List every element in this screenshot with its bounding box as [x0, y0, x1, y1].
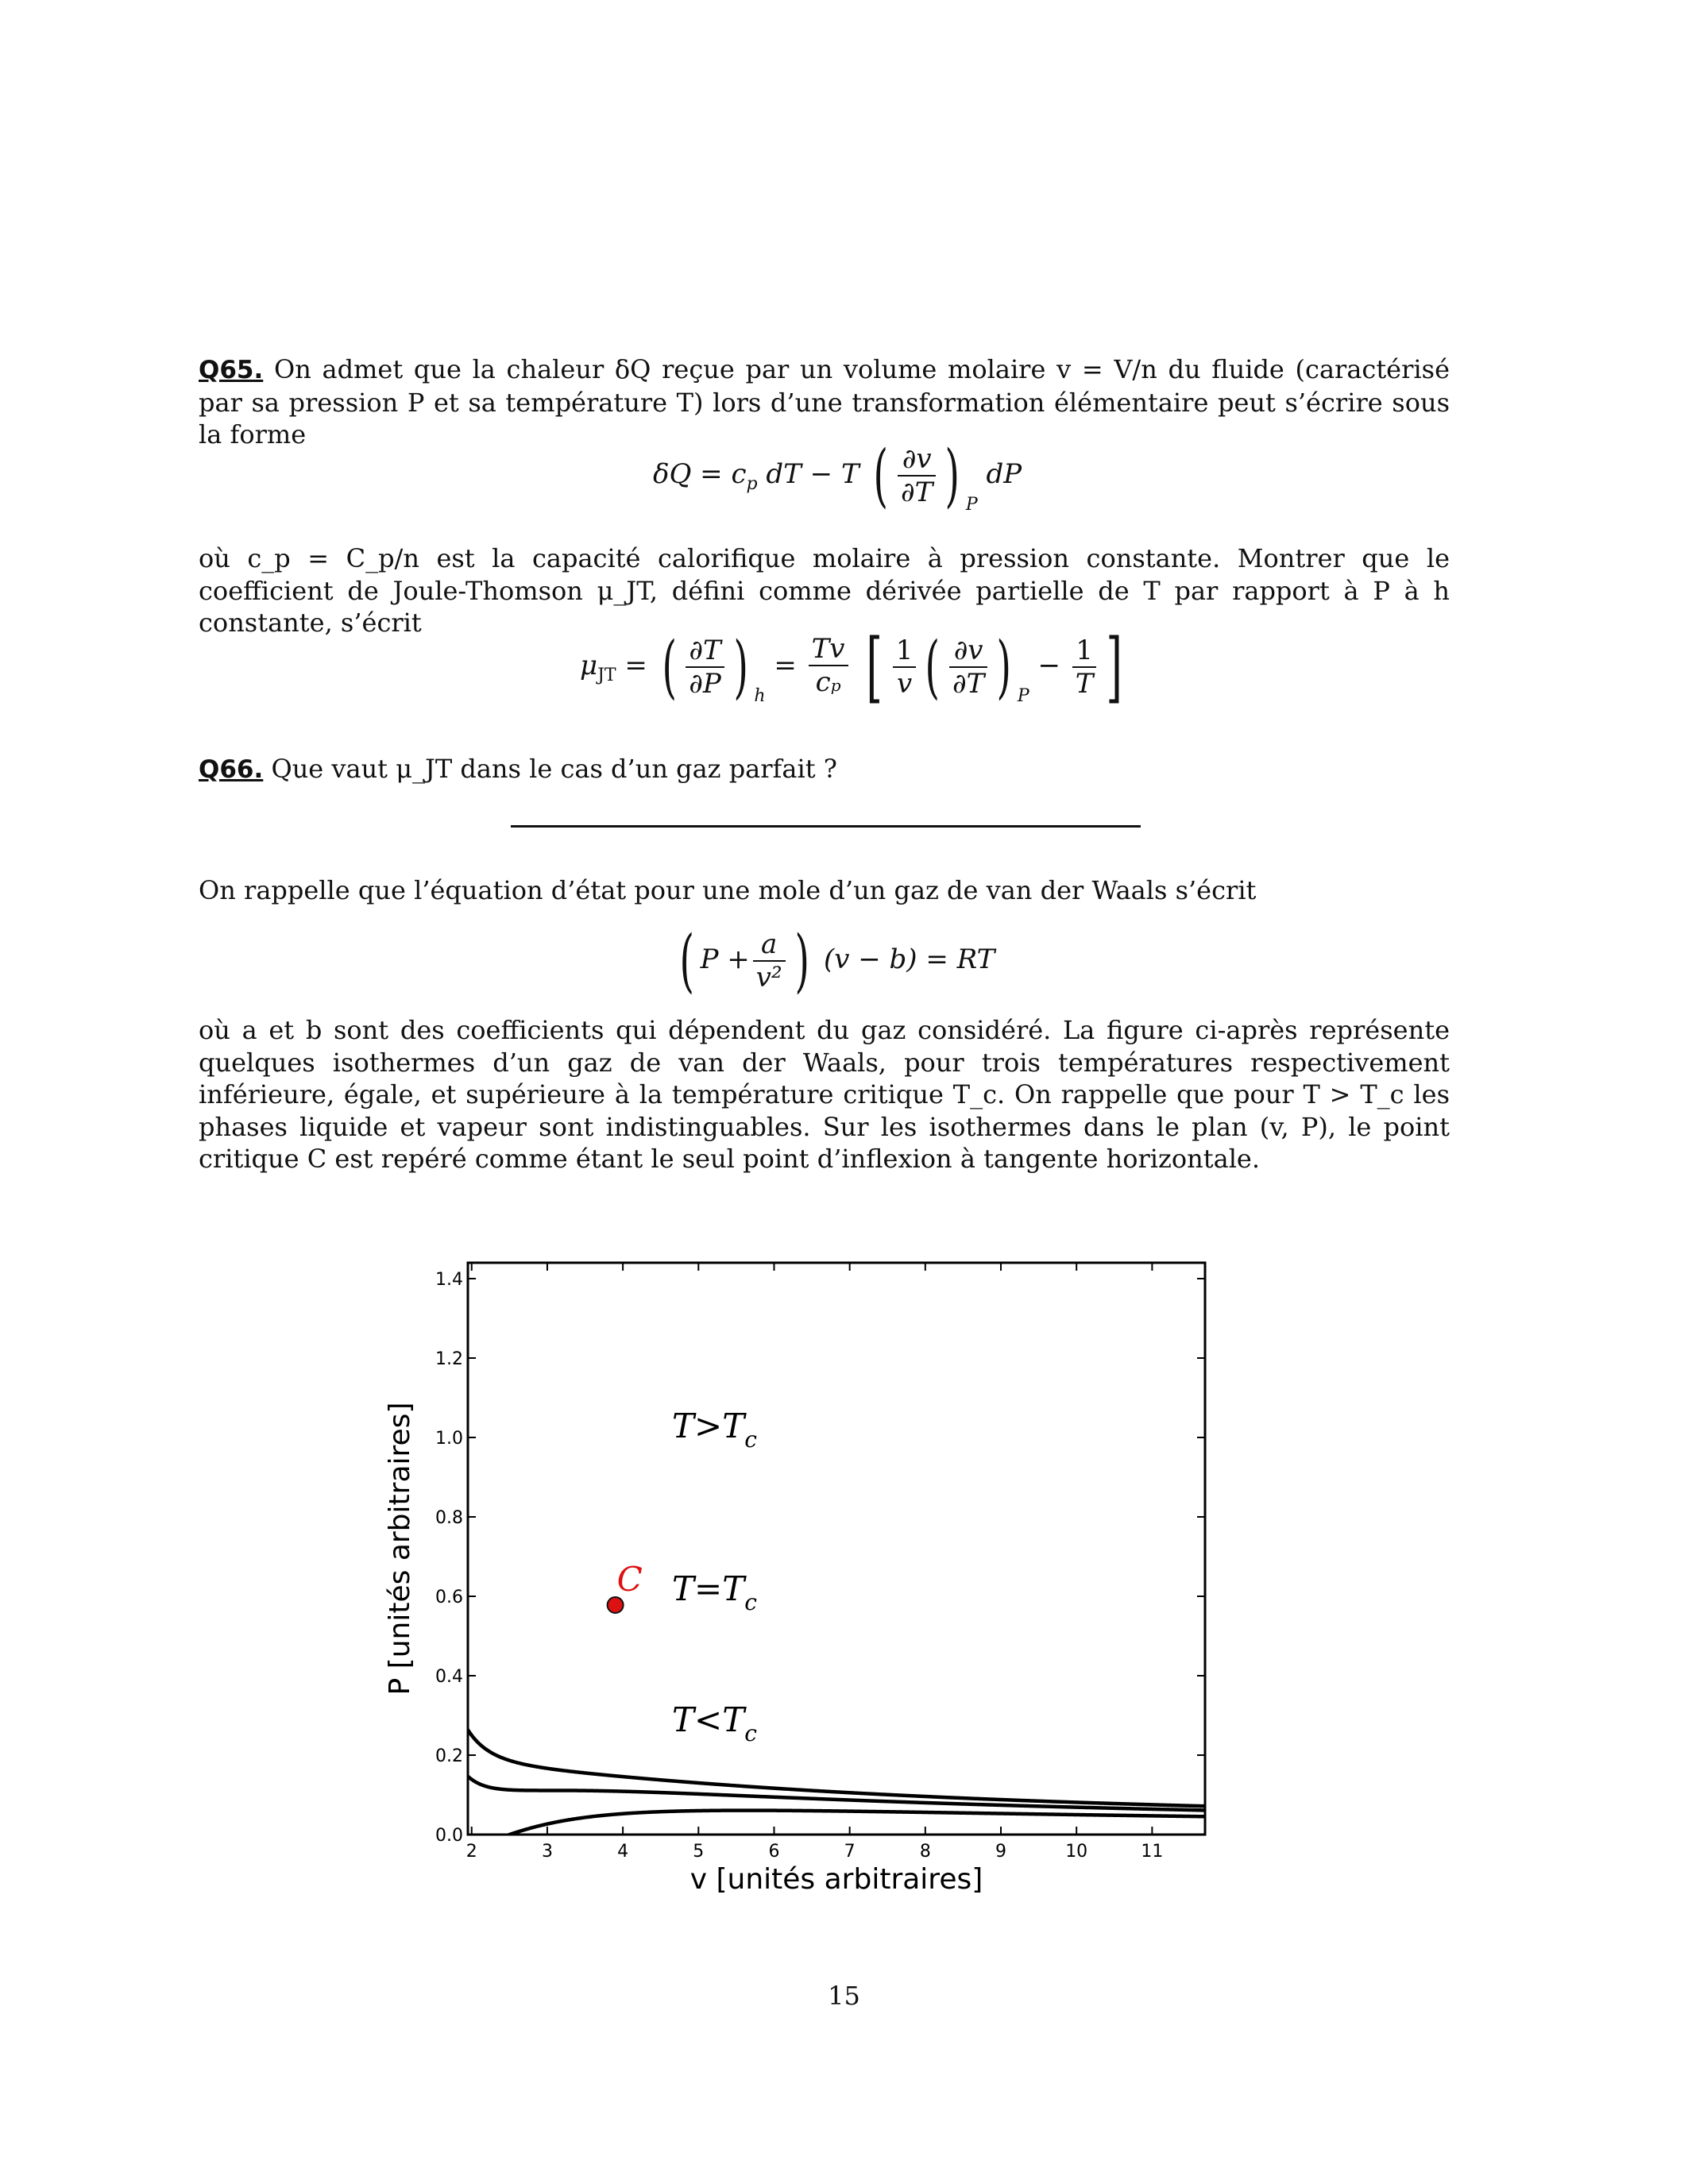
x-tick-label: 6 [768, 1842, 780, 1862]
isotherms-chart [373, 1247, 1247, 1922]
x-tick-label: 9 [995, 1842, 1007, 1862]
q65-text: On admet que la chaleur δQ reçue par un volume molaire v = V/n du fluide (caractérisé par sa pression P et sa température T) lors d’une transformation élémentaire peut s’écrire sous la forme [199, 354, 1450, 450]
q66-label: Q66. [199, 755, 264, 784]
q66-paragraph [199, 753, 1450, 786]
y-tick-label: 0.0 [435, 1826, 463, 1846]
x-tick-label: 8 [919, 1842, 931, 1862]
isotherm-label-2: $T=T_c$ [671, 1569, 757, 1615]
y-axis-label: P [unités arbitraires] [384, 1402, 416, 1696]
plot-area [468, 1263, 1205, 1835]
eq1-tail: dP [986, 458, 1022, 490]
x-tick-label: 10 [1065, 1842, 1088, 1862]
curve-labels [608, 1406, 758, 1746]
x-tick-label: 2 [465, 1842, 477, 1862]
eq1-derivative: $\frac{\partial v}{\partial T}$ [898, 443, 936, 508]
equation-van-der-waals: ( P + $\frac{a}{\text{v²}}$ ) (v − b) = RT [679, 921, 995, 1001]
isotherm-line-1 [464, 1723, 1227, 1807]
y-tick-label: 0.2 [435, 1746, 463, 1766]
page-number: 15 [828, 1981, 860, 2011]
paragraph-vdw-intro: On rappelle que l’équation d’état pour une mole d’un gaz de van der Waals s’écrit [199, 875, 1257, 905]
x-tick-label: 11 [1141, 1842, 1164, 1862]
y-tick-label: 1.2 [435, 1349, 463, 1369]
y-tick-label: 0.4 [435, 1667, 463, 1687]
section-divider [511, 825, 1141, 828]
x-tick-label: 3 [541, 1842, 553, 1862]
y-tick-label: 1.4 [435, 1270, 463, 1290]
x-tick-label: 4 [617, 1842, 629, 1862]
q65-paragraph [199, 353, 1450, 451]
paragraph-vdw-figure: où a et b sont des coefficients qui dépendent du gaz considéré. La figure ci-après représente quelques isothermes d’un gaz de van der Waals, pour trois températures respectivement inférieure, égale, et supérieure à la température critique T_c. On rappelle que pour T > T_c les phases liquide et vapeur sont indistinguables. Sur les isothermes dans le plan (v, P), le point critique C est repéré comme étant le seul point d’inflexion à tangente horizontale. [199, 1015, 1450, 1174]
y-tick-label: 1.0 [435, 1429, 463, 1449]
axis-ticks [435, 1263, 1205, 1862]
critical-point-marker [608, 1597, 624, 1613]
y-tick-label: 0.6 [435, 1588, 463, 1607]
critical-point-label: C [616, 1560, 643, 1599]
q66-text: Que vaut μ_JT dans le cas d’un gaz parfait ? [271, 754, 837, 784]
x-tick-label: 5 [693, 1842, 705, 1862]
q65-label: Q65. [199, 356, 264, 384]
equation-joule-thomson: $\mu_{JT}$ = ( $\frac{\partial T}{\partial P}$ ) $_h$ = $\frac{Tv}{cp}$ [ $\frac{1}{v}$ ( $\frac{\partial v}{\partial T}$ ) $_P$ − $\frac{1}{T}$ ] [580, 623, 1123, 712]
eq1-lhs-sub: p [746, 474, 758, 494]
eq1-sub: P [965, 495, 978, 515]
y-tick-label: 0.8 [435, 1508, 463, 1528]
isotherm-label-3: $T<T_c$ [671, 1700, 757, 1746]
equation-heat: $\delta Q = c_p$ dT − T ( $\frac{\partial v}{\partial T}$ ) $_P$ dP [653, 436, 1022, 515]
isotherm-label-1: $T>T_c$ [671, 1406, 757, 1453]
eq1-mid: dT − T [766, 458, 859, 490]
isotherm-curves [464, 1723, 1227, 1847]
x-axis-label: v [unités arbitraires] [689, 1863, 983, 1896]
x-tick-label: 7 [844, 1842, 856, 1862]
paragraph-cp: où c_p = C_p/n est la capacité calorifique molaire à pression constante. Montrer que le coefficient de Joule-Thomson μ_JT, défini comme dérivée partielle de T par rapport à P à h constante, s’écrit [199, 543, 1450, 638]
eq1-lhs: δQ = c [653, 458, 747, 490]
